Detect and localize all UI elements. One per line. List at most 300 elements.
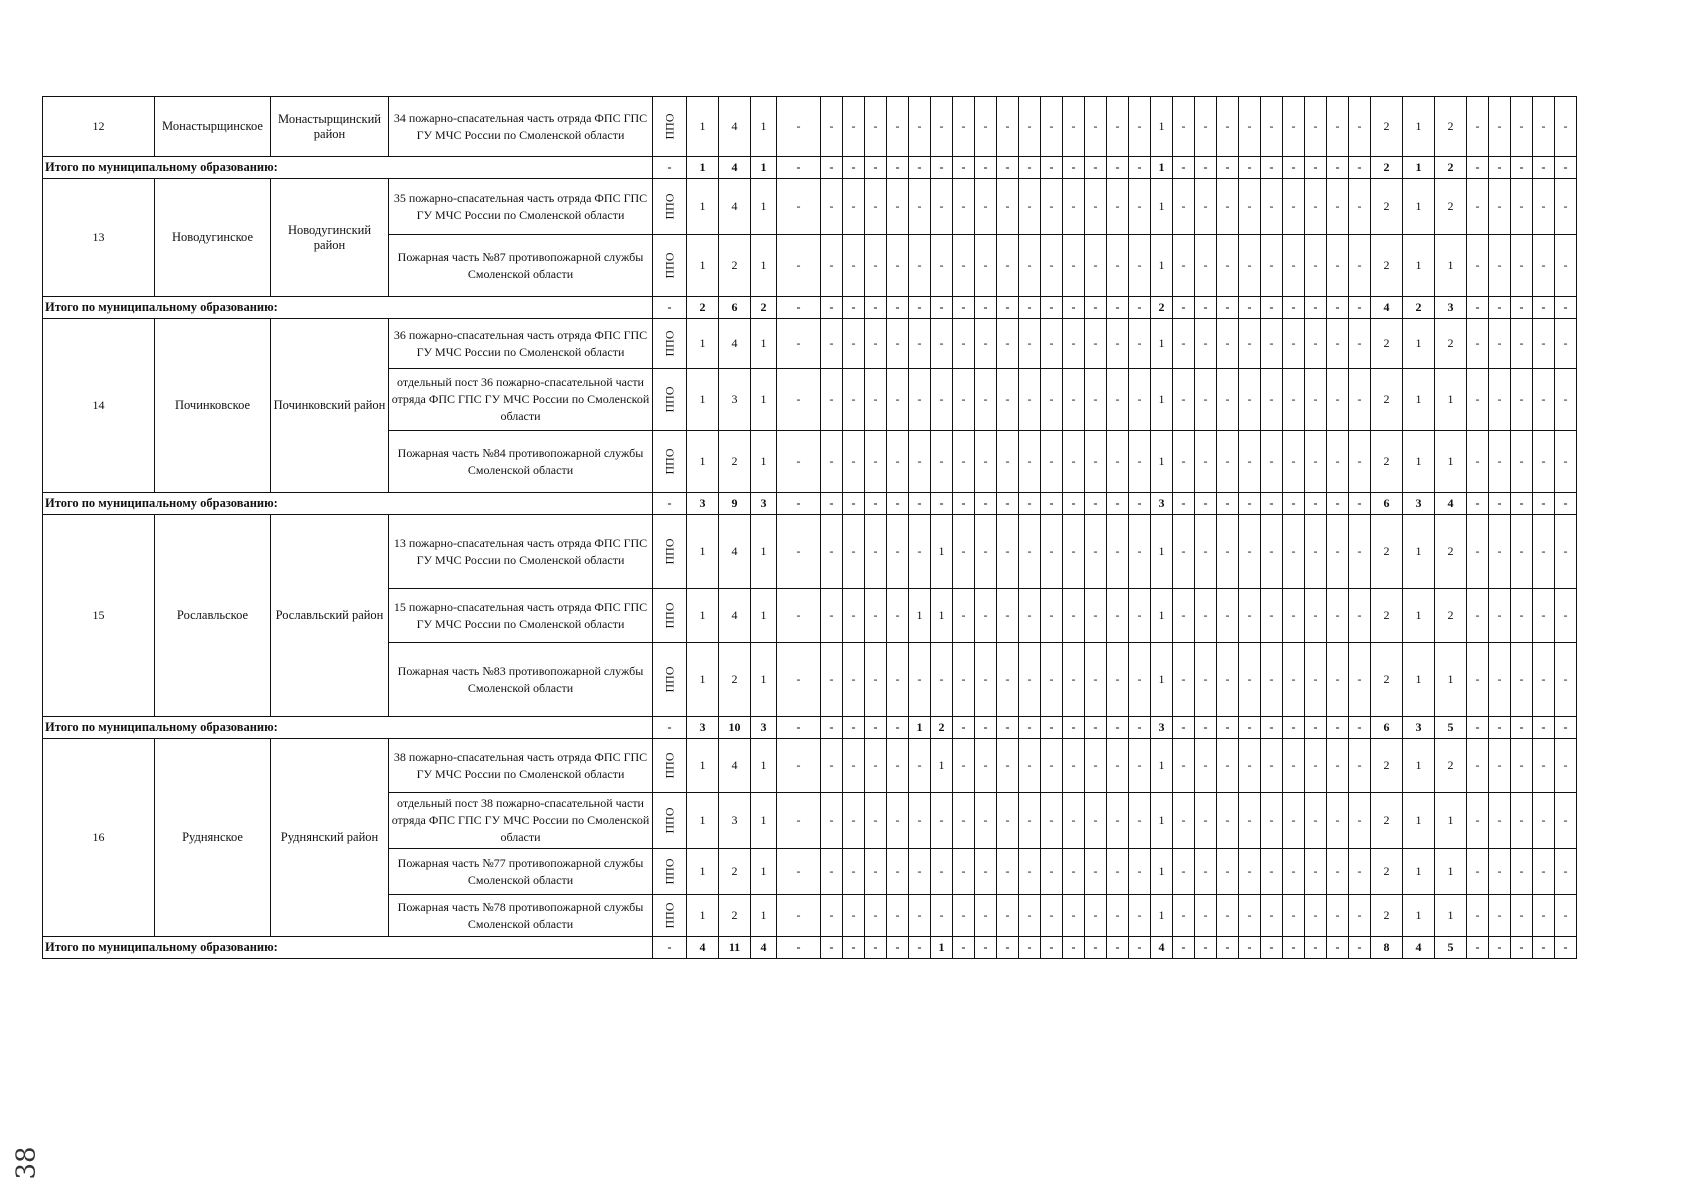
value-cell: - [1467, 515, 1489, 589]
total-value-cell: - [1349, 157, 1371, 179]
value-cell: 2 [1371, 319, 1403, 369]
value-cell: - [887, 793, 909, 849]
value-cell: - [1283, 97, 1305, 157]
value-cell: - [843, 369, 865, 431]
value-cell: - [1085, 849, 1107, 895]
value-cell: - [1511, 319, 1533, 369]
value-cell: - [1283, 235, 1305, 297]
value-cell: - [1327, 319, 1349, 369]
value-cell: - [975, 589, 997, 643]
total-value-cell: - [1041, 297, 1063, 319]
value-cell: - [843, 515, 865, 589]
value-cell: - [1239, 643, 1261, 717]
value-cell: 2 [719, 895, 751, 937]
value-cell: - [1217, 235, 1239, 297]
value-cell: - [931, 895, 953, 937]
value-cell: - [1305, 793, 1327, 849]
total-value-cell: - [1217, 297, 1239, 319]
value-cell: - [843, 179, 865, 235]
value-cell: - [1173, 97, 1195, 157]
value-cell: - [997, 97, 1019, 157]
value-cell: - [1533, 179, 1555, 235]
total-value-cell: - [1467, 717, 1489, 739]
value-cell: 1 [687, 895, 719, 937]
value-cell: - [777, 739, 821, 793]
value-cell: - [1173, 515, 1195, 589]
value-cell: - [865, 319, 887, 369]
value-cell: - [909, 97, 931, 157]
total-value-cell: 3 [687, 493, 719, 515]
value-cell: - [953, 643, 975, 717]
fire-unit-name: Пожарная часть №87 противопожарной службы Смоленской области [389, 235, 653, 297]
value-cell: - [1195, 895, 1217, 937]
value-cell: 1 [1435, 849, 1467, 895]
total-value-cell: - [1327, 937, 1349, 959]
value-cell: 2 [1435, 179, 1467, 235]
value-cell: - [843, 739, 865, 793]
total-value-cell: - [931, 493, 953, 515]
total-value-cell: - [1217, 157, 1239, 179]
value-cell: - [777, 643, 821, 717]
value-cell: - [1327, 235, 1349, 297]
total-value-cell: - [1489, 937, 1511, 959]
total-value-cell: - [1239, 297, 1261, 319]
total-value-cell: - [1261, 937, 1283, 959]
total-value-cell: - [1063, 297, 1085, 319]
table-row [43, 97, 1577, 157]
total-value-cell: 4 [751, 937, 777, 959]
fire-unit-name: 38 пожарно-спасательная часть отряда ФПС ГПС ГУ МЧС России по Смоленской области [389, 739, 653, 793]
value-cell: 1 [1435, 643, 1467, 717]
total-value-cell: - [777, 717, 821, 739]
value-cell: - [1555, 319, 1577, 369]
total-value-cell: 4 [1435, 493, 1467, 515]
value-cell: - [887, 895, 909, 937]
total-value-cell: - [1261, 493, 1283, 515]
value-cell: - [843, 643, 865, 717]
value-cell: - [887, 431, 909, 493]
value-cell: - [1173, 895, 1195, 937]
value-cell: - [1467, 369, 1489, 431]
value-cell: 1 [1403, 515, 1435, 589]
value-cell: - [1261, 643, 1283, 717]
value-cell: - [1467, 97, 1489, 157]
unit-type: ППО [662, 538, 676, 565]
total-value-cell: - [1195, 493, 1217, 515]
unit-type: ППО [662, 752, 676, 779]
municipality-name: Монастырщинское [155, 97, 271, 157]
value-cell: - [997, 643, 1019, 717]
total-value-cell: - [1283, 493, 1305, 515]
value-cell: 1 [1403, 319, 1435, 369]
value-cell: - [975, 179, 997, 235]
total-value-cell: 3 [1435, 297, 1467, 319]
unit-type: ППО [662, 807, 676, 834]
value-cell: - [1283, 431, 1305, 493]
value-cell: - [909, 369, 931, 431]
total-label: Итого по муниципальному образованию: [43, 717, 653, 739]
value-cell: - [865, 895, 887, 937]
value-cell: 4 [719, 589, 751, 643]
total-value-cell: - [1511, 493, 1533, 515]
unit-type: ППО [662, 386, 676, 413]
value-cell: - [1041, 643, 1063, 717]
value-cell: 1 [1435, 369, 1467, 431]
total-value-cell: - [953, 297, 975, 319]
value-cell: 1 [751, 589, 777, 643]
total-value-cell: 2 [1435, 157, 1467, 179]
value-cell: - [1305, 179, 1327, 235]
value-cell: - [1217, 895, 1239, 937]
unit-type-cell [653, 515, 687, 589]
value-cell: - [1533, 793, 1555, 849]
value-cell: 1 [751, 643, 777, 717]
value-cell: - [1283, 643, 1305, 717]
value-cell: - [1261, 793, 1283, 849]
value-cell: - [843, 319, 865, 369]
value-cell: - [1063, 589, 1085, 643]
value-cell: 1 [931, 739, 953, 793]
value-cell: - [1327, 515, 1349, 589]
value-cell: - [1195, 515, 1217, 589]
value-cell: - [843, 589, 865, 643]
value-cell: - [821, 235, 843, 297]
total-value-cell: - [865, 297, 887, 319]
total-value-cell: - [843, 297, 865, 319]
value-cell: - [1085, 319, 1107, 369]
unit-type-cell [653, 643, 687, 717]
value-cell: - [1019, 643, 1041, 717]
value-cell: - [997, 179, 1019, 235]
value-cell: 3 [719, 793, 751, 849]
value-cell: - [1041, 739, 1063, 793]
municipality-name: Новодугинское [155, 179, 271, 297]
total-value-cell: - [1107, 157, 1129, 179]
total-row [43, 157, 1577, 179]
value-cell: 1 [687, 739, 719, 793]
value-cell: - [1511, 849, 1533, 895]
value-cell: 2 [719, 643, 751, 717]
value-cell: - [1019, 179, 1041, 235]
total-value-cell: 4 [1151, 937, 1173, 959]
value-cell: 1 [1151, 643, 1173, 717]
total-value-cell: - [1555, 493, 1577, 515]
value-cell: 2 [1371, 895, 1403, 937]
value-cell: - [1305, 97, 1327, 157]
value-cell: - [1173, 793, 1195, 849]
value-cell: - [1533, 643, 1555, 717]
fire-unit-name: 36 пожарно-спасательная часть отряда ФПС ГПС ГУ МЧС России по Смоленской области [389, 319, 653, 369]
value-cell: 1 [687, 849, 719, 895]
value-cell: - [953, 369, 975, 431]
fire-unit-name: Пожарная часть №83 противопожарной службы Смоленской области [389, 643, 653, 717]
total-value-cell: - [1195, 717, 1217, 739]
total-value-cell: - [865, 937, 887, 959]
value-cell: - [953, 515, 975, 589]
value-cell: - [1305, 369, 1327, 431]
value-cell: - [1555, 179, 1577, 235]
total-value-cell: - [1129, 937, 1151, 959]
value-cell: - [1173, 369, 1195, 431]
unit-type: ППО [662, 448, 676, 475]
total-value-cell: - [1085, 493, 1107, 515]
value-cell: - [1173, 179, 1195, 235]
value-cell: 1 [687, 589, 719, 643]
total-value-cell: - [1239, 157, 1261, 179]
total-value-cell: - [975, 937, 997, 959]
total-value-cell: 11 [719, 937, 751, 959]
value-cell: - [1327, 739, 1349, 793]
value-cell: 1 [931, 589, 953, 643]
total-value-cell: - [821, 717, 843, 739]
value-cell: 4 [719, 179, 751, 235]
value-cell: 2 [1371, 589, 1403, 643]
value-cell: - [1019, 793, 1041, 849]
total-value-cell: 1 [687, 157, 719, 179]
value-cell: - [821, 895, 843, 937]
page-number: 38 [11, 1146, 42, 1180]
value-cell: - [1283, 179, 1305, 235]
total-value-cell: - [1261, 157, 1283, 179]
value-cell: - [1063, 849, 1085, 895]
value-cell: - [931, 793, 953, 849]
total-value-cell: 10 [719, 717, 751, 739]
total-value-cell: - [1467, 937, 1489, 959]
value-cell: - [843, 895, 865, 937]
value-cell: - [1195, 793, 1217, 849]
value-cell: - [821, 179, 843, 235]
value-cell: - [1195, 431, 1217, 493]
total-value-cell: - [777, 493, 821, 515]
value-cell: 2 [1435, 515, 1467, 589]
total-value-cell: - [909, 157, 931, 179]
district-name: Руднянский район [271, 739, 389, 937]
value-cell: - [975, 739, 997, 793]
value-cell: 1 [1435, 431, 1467, 493]
total-value-cell: - [1305, 297, 1327, 319]
total-value-cell: - [1107, 493, 1129, 515]
value-cell: - [1261, 515, 1283, 589]
document-sheet [42, 96, 1577, 959]
total-value-cell: 6 [1371, 717, 1403, 739]
value-cell: 1 [687, 97, 719, 157]
value-cell: - [777, 849, 821, 895]
value-cell: 1 [751, 849, 777, 895]
value-cell: 1 [1151, 793, 1173, 849]
value-cell: - [953, 895, 975, 937]
total-value-cell: - [1533, 717, 1555, 739]
total-value-cell: - [997, 157, 1019, 179]
value-cell: - [777, 319, 821, 369]
value-cell: - [1261, 235, 1283, 297]
value-cell: - [1129, 793, 1151, 849]
value-cell: 1 [1151, 319, 1173, 369]
total-value-cell: - [1019, 493, 1041, 515]
municipality-name: Починковское [155, 319, 271, 493]
value-cell: - [1489, 793, 1511, 849]
value-cell: - [1305, 589, 1327, 643]
row-number: 14 [43, 319, 155, 493]
value-cell: - [777, 589, 821, 643]
value-cell: - [1349, 895, 1371, 937]
value-cell: - [1041, 895, 1063, 937]
value-cell: - [931, 369, 953, 431]
total-value-cell: - [1173, 297, 1195, 319]
row-number: 13 [43, 179, 155, 297]
value-cell: - [1555, 643, 1577, 717]
row-number: 15 [43, 515, 155, 717]
total-value-cell: - [1217, 937, 1239, 959]
value-cell: - [777, 235, 821, 297]
value-cell: - [1129, 515, 1151, 589]
total-value-cell: 5 [1435, 937, 1467, 959]
value-cell: 1 [687, 643, 719, 717]
unit-type-cell [653, 793, 687, 849]
value-cell: - [1511, 431, 1533, 493]
value-cell: - [1217, 319, 1239, 369]
value-cell: 2 [1371, 739, 1403, 793]
value-cell: - [1195, 179, 1217, 235]
value-cell: - [1533, 739, 1555, 793]
value-cell: - [1533, 369, 1555, 431]
value-cell: - [953, 431, 975, 493]
value-cell: - [1533, 895, 1555, 937]
total-value-cell: - [887, 717, 909, 739]
value-cell: - [1217, 97, 1239, 157]
total-value-cell: - [887, 157, 909, 179]
value-cell: 1 [1403, 589, 1435, 643]
value-cell: - [1349, 515, 1371, 589]
total-value-cell: - [1129, 493, 1151, 515]
district-name: Починковский район [271, 319, 389, 493]
value-cell: - [975, 793, 997, 849]
total-value-cell: - [1511, 297, 1533, 319]
value-cell: - [1467, 589, 1489, 643]
value-cell: - [1239, 589, 1261, 643]
value-cell: - [1107, 319, 1129, 369]
value-cell: - [887, 515, 909, 589]
value-cell: - [1467, 739, 1489, 793]
value-cell: - [975, 849, 997, 895]
total-value-cell: - [909, 937, 931, 959]
value-cell: - [821, 369, 843, 431]
value-cell: - [1555, 369, 1577, 431]
total-value-cell: - [1555, 297, 1577, 319]
value-cell: 1 [687, 179, 719, 235]
value-cell: - [1107, 849, 1129, 895]
value-cell: - [887, 643, 909, 717]
value-cell: - [843, 849, 865, 895]
value-cell: - [1305, 643, 1327, 717]
value-cell: - [865, 515, 887, 589]
total-value-cell: - [1533, 937, 1555, 959]
value-cell: - [997, 235, 1019, 297]
total-value-cell: - [1327, 297, 1349, 319]
total-value-cell: - [1063, 717, 1085, 739]
value-cell: - [777, 515, 821, 589]
value-cell: - [1217, 369, 1239, 431]
total-value-cell: - [1239, 717, 1261, 739]
district-name: Рославльский район [271, 515, 389, 717]
value-cell: 1 [687, 515, 719, 589]
fire-unit-name: 35 пожарно-спасательная часть отряда ФПС ГПС ГУ МЧС России по Смоленской области [389, 179, 653, 235]
value-cell: - [1041, 319, 1063, 369]
value-cell: - [887, 849, 909, 895]
total-value-cell: - [1261, 297, 1283, 319]
value-cell: - [1085, 895, 1107, 937]
value-cell: 1 [1403, 739, 1435, 793]
value-cell: - [1195, 739, 1217, 793]
value-cell: 1 [1151, 515, 1173, 589]
value-cell: - [821, 97, 843, 157]
unit-type-cell [653, 895, 687, 937]
value-cell: 1 [687, 431, 719, 493]
value-cell: - [1195, 643, 1217, 717]
value-cell: 1 [1403, 793, 1435, 849]
total-value-cell: - [1063, 937, 1085, 959]
total-value-cell: 3 [1403, 493, 1435, 515]
total-label: Итого по муниципальному образованию: [43, 937, 653, 959]
unit-type-cell [653, 97, 687, 157]
value-cell: - [1349, 179, 1371, 235]
total-value-cell: - [997, 937, 1019, 959]
value-cell: - [1283, 793, 1305, 849]
value-cell: - [1063, 97, 1085, 157]
total-value-cell: - [1041, 493, 1063, 515]
value-cell: - [1327, 589, 1349, 643]
total-value-cell: - [1327, 717, 1349, 739]
value-cell: - [1261, 179, 1283, 235]
total-value-cell: - [1195, 157, 1217, 179]
total-value-cell: - [1555, 717, 1577, 739]
unit-type: ППО [662, 330, 676, 357]
value-cell: - [909, 849, 931, 895]
total-value-cell: 2 [1151, 297, 1173, 319]
value-cell: - [1511, 179, 1533, 235]
value-cell: 2 [1371, 643, 1403, 717]
value-cell: - [1173, 643, 1195, 717]
value-cell: - [777, 179, 821, 235]
total-value-cell: - [1173, 717, 1195, 739]
total-value-cell: - [1533, 297, 1555, 319]
total-value-cell: - [887, 297, 909, 319]
value-cell: - [865, 589, 887, 643]
value-cell: - [1489, 643, 1511, 717]
value-cell: - [1173, 235, 1195, 297]
value-cell: - [953, 235, 975, 297]
value-cell: - [997, 319, 1019, 369]
value-cell: 4 [719, 515, 751, 589]
value-cell: - [1019, 235, 1041, 297]
value-cell: 3 [719, 369, 751, 431]
total-value-cell: 2 [687, 297, 719, 319]
value-cell: 1 [1435, 793, 1467, 849]
value-cell: - [1217, 515, 1239, 589]
value-cell: 1 [751, 895, 777, 937]
value-cell: - [1041, 97, 1063, 157]
value-cell: - [1107, 793, 1129, 849]
value-cell: - [953, 319, 975, 369]
value-cell: - [865, 643, 887, 717]
value-cell: - [1239, 515, 1261, 589]
value-cell: 1 [751, 235, 777, 297]
total-value-cell: 2 [1403, 297, 1435, 319]
total-value-cell: - [821, 493, 843, 515]
value-cell: - [1019, 739, 1041, 793]
total-type: - [653, 717, 687, 739]
unit-type: ППО [662, 858, 676, 885]
total-label: Итого по муниципальному образованию: [43, 157, 653, 179]
